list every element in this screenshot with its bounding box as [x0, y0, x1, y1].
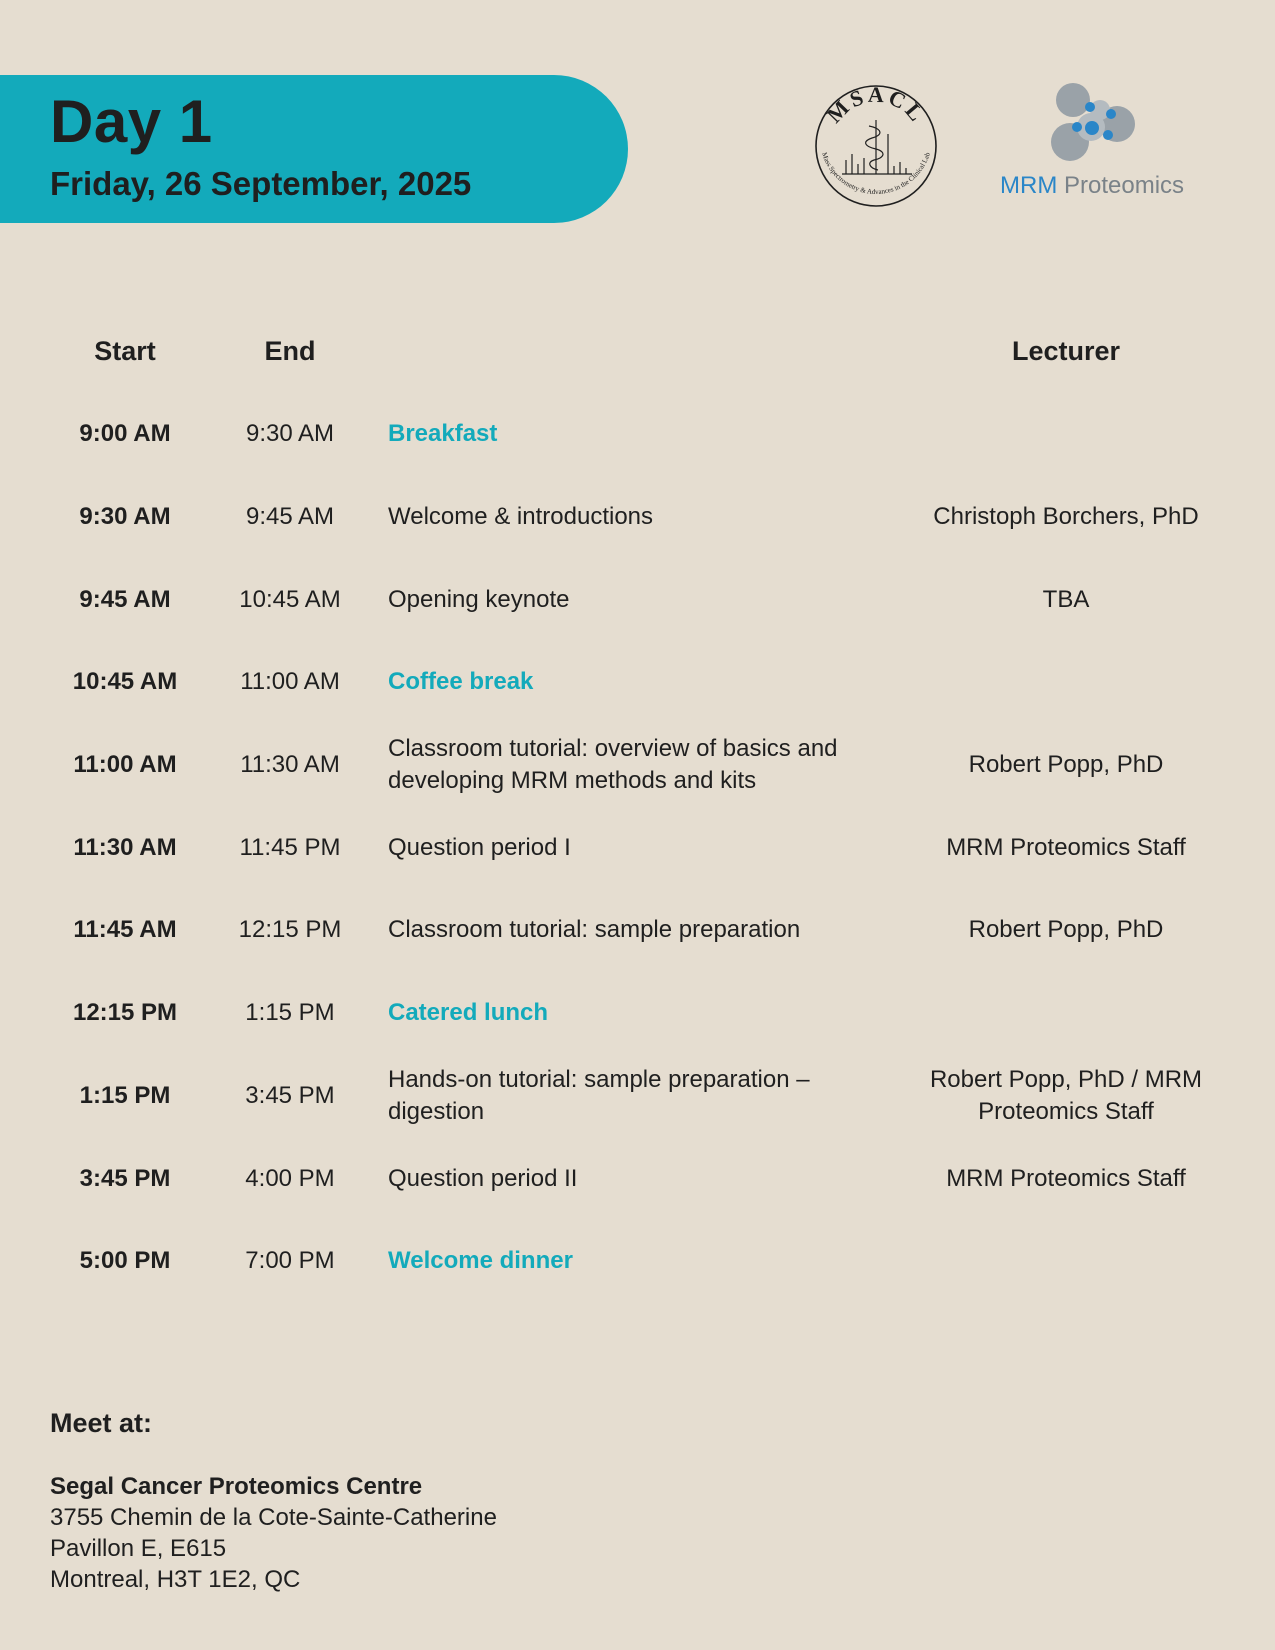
- row-end-time: 7:00 PM: [245, 1247, 335, 1275]
- row-start-time: 11:00 AM: [73, 751, 177, 779]
- row-start-time: 12:15 PM: [72, 999, 178, 1027]
- row-activity: Classroom tutorial: overview of basics and developing MRM methods and kits: [388, 735, 838, 795]
- msacl-logo-name: MSACL: [821, 82, 931, 128]
- row-end-time: 3:45 PM: [245, 1081, 335, 1109]
- mrm-logo-part1: MRM: [1000, 172, 1058, 199]
- row-lecturer: TBA: [1042, 585, 1090, 613]
- meeting-location: [50, 1408, 750, 1595]
- address-line: Pavillon E, E615: [50, 1535, 227, 1562]
- row-lecturer: Christoph Borchers, PhD: [933, 503, 1199, 531]
- address-line: Montreal, H3T 1E2, QC: [50, 1566, 301, 1593]
- column-header-end: End: [264, 336, 316, 366]
- row-end-time: 11:45 PM: [239, 833, 341, 861]
- row-start-time: 9:45 AM: [79, 585, 171, 613]
- row-activity: Coffee break: [388, 668, 534, 696]
- schedule-row: [0, 641, 1275, 724]
- schedule-row: [0, 1220, 1275, 1303]
- row-end-time: 12:15 PM: [238, 916, 342, 944]
- msacl-logo-tagline: Mass Spectrometry & Advances in the Clinical Lab: [820, 151, 932, 197]
- schedule-table: [0, 393, 1275, 1303]
- row-lecturer: Robert Popp, PhD: [968, 916, 1164, 944]
- page-date: Friday, 26 September, 2025: [50, 165, 472, 202]
- row-activity: Classroom tutorial: sample preparation: [388, 916, 801, 944]
- meeting-location-title: Meet at:: [50, 1408, 153, 1438]
- row-start-time: 9:30 AM: [79, 503, 171, 531]
- row-start-time: 10:45 AM: [72, 668, 178, 696]
- schedule-row: [0, 972, 1275, 1055]
- address-line: 3755 Chemin de la Cote-Sainte-Catherine: [50, 1504, 497, 1531]
- mrm-logo-wordmark: [1000, 172, 1210, 200]
- schedule-row: [0, 724, 1275, 807]
- mrm-logo-part2: Proteomics: [1064, 172, 1185, 199]
- schedule-row: [0, 1055, 1275, 1138]
- row-end-time: 11:00 AM: [240, 668, 340, 696]
- row-activity: Catered lunch: [388, 999, 549, 1027]
- row-activity: Question period II: [388, 1164, 578, 1192]
- row-lecturer: MRM Proteomics Staff: [946, 1164, 1186, 1192]
- row-start-time: 11:45 AM: [73, 916, 177, 944]
- row-end-time: 11:30 AM: [240, 751, 340, 779]
- venue-name: Segal Cancer Proteomics Centre: [50, 1473, 423, 1500]
- row-start-time: 11:30 AM: [73, 833, 177, 861]
- schedule-row: [0, 1137, 1275, 1220]
- day-banner: [0, 75, 628, 223]
- row-start-time: 9:00 AM: [79, 420, 171, 448]
- row-lecturer: MRM Proteomics Staff: [946, 833, 1186, 861]
- row-end-time: 1:15 PM: [245, 999, 335, 1027]
- page-title: Day 1: [50, 88, 213, 155]
- schedule-row: [0, 806, 1275, 889]
- column-header-lecturer: Lecturer: [1011, 336, 1121, 366]
- row-end-time: 10:45 AM: [239, 585, 341, 613]
- row-end-time: 9:45 AM: [245, 503, 335, 531]
- row-activity: Question period I: [388, 833, 571, 861]
- column-header-start: Start: [94, 336, 156, 366]
- row-lecturer: Robert Popp, PhD: [968, 751, 1164, 779]
- schedule-row: [0, 476, 1275, 559]
- row-end-time: 4:00 PM: [245, 1164, 335, 1192]
- row-activity: Breakfast: [388, 420, 498, 448]
- row-activity: Welcome & introductions: [388, 503, 654, 531]
- mrm-proteomics-logo: [1000, 80, 1210, 205]
- row-activity: Opening keynote: [388, 585, 570, 613]
- row-start-time: 5:00 PM: [79, 1247, 171, 1275]
- schedule-row: [0, 558, 1275, 641]
- msacl-logo: [812, 82, 940, 210]
- row-start-time: 3:45 PM: [79, 1164, 171, 1192]
- molecule-icon: [1000, 80, 1210, 170]
- schedule-row: [0, 393, 1275, 476]
- row-lecturer: Robert Popp, PhD / MRM Proteomics Staff: [929, 1065, 1203, 1125]
- row-end-time: 9:30 AM: [245, 420, 335, 448]
- row-activity: Welcome dinner: [388, 1247, 573, 1275]
- row-start-time: 1:15 PM: [79, 1081, 171, 1109]
- row-activity: Hands-on tutorial: sample preparation – digestion: [388, 1065, 810, 1125]
- schedule-row: [0, 889, 1275, 972]
